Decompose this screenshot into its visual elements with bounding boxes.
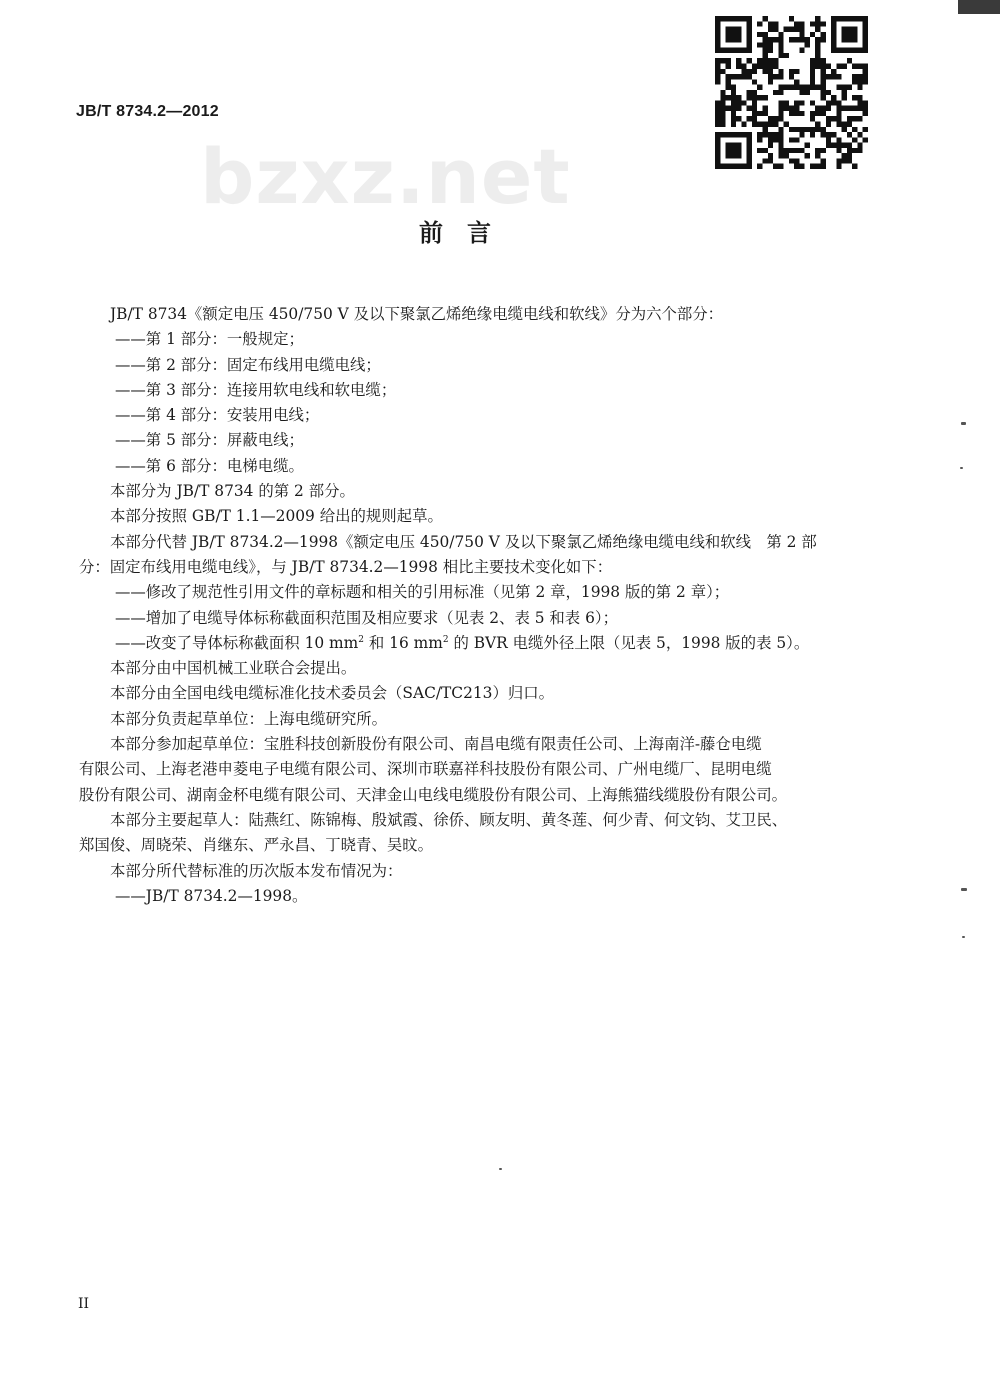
change-text: 和 16 mm <box>363 633 443 652</box>
participants-line: 有限公司、上海老港申菱电子电缆有限公司、深圳市联嘉祥科技股份有限公司、广州电缆厂、昆明电缆 <box>79 760 772 779</box>
participants-line: 本部分参加起草单位：宝胜科技创新股份有限公司、南昌电缆有限责任公司、上海南洋-藤仓电缆 <box>110 735 762 754</box>
qr-code-icon <box>715 16 868 169</box>
history-line: 本部分所代替标准的历次版本发布情况为： <box>110 861 403 880</box>
history-item: ——JB/T 8734.2—1998。 <box>115 886 308 905</box>
drafting-rules-line: 本部分按照 GB/T 1.1—2009 给出的规则起草。 <box>110 507 443 526</box>
part-item: ——第 6 部分：电梯电缆。 <box>115 456 304 475</box>
change-text: ——改变了导体标称截面积 10 mm <box>115 633 359 652</box>
drafters-line: 郑国俊、周晓荣、肖继东、严永昌、丁晓青、吴旼。 <box>79 836 433 855</box>
change-item: ——增加了电缆导体标称截面积范围及相应要求（见表 2、表 5 和表 6）； <box>115 608 618 627</box>
scan-speck <box>961 888 967 891</box>
under-line: 本部分由全国电线电缆标准化技术委员会（SAC/TC213）归口。 <box>110 684 555 703</box>
standard-number: JB/T 8734.2—2012 <box>76 103 219 120</box>
this-part-line: 本部分为 JB/T 8734 的第 2 部分。 <box>110 482 355 501</box>
replacement-line-1: 本部分代替 JB/T 8734.2—1998《额定电压 450/750 V 及以下聚氯乙烯绝缘电缆电线和软线 第 2 部 <box>110 532 817 551</box>
part-item: ——第 3 部分：连接用软电线和软电缆； <box>115 380 397 399</box>
page-title: 前言 <box>419 219 515 247</box>
superscript: 2 <box>358 634 364 645</box>
part-item: ——第 1 部分：一般规定； <box>115 330 304 349</box>
watermark: bzxz.net <box>200 132 571 221</box>
drafting-unit-line: 本部分负责起草单位：上海电缆研究所。 <box>110 709 388 728</box>
corner-mark <box>958 0 1000 14</box>
foreword-body <box>79 302 857 909</box>
scan-speck <box>962 936 965 938</box>
part-item: ——第 2 部分：固定布线用电缆电线； <box>115 355 381 374</box>
part-item: ——第 4 部分：安装用电线； <box>115 406 320 425</box>
participants-line: 股份有限公司、湖南金杯电缆有限公司、天津金山电线电缆股份有限公司、上海熊猫线缆股份有限公司。 <box>79 785 787 804</box>
intro-line: JB/T 8734《额定电压 450/750 V 及以下聚氯乙烯绝缘电缆电线和软线》分为六个部分： <box>110 305 724 323</box>
scan-speck <box>961 422 966 425</box>
part-item: ——第 5 部分：屏蔽电线； <box>115 431 304 450</box>
change-text: 的 BVR 电缆外径上限（见表 5，1998 版的表 5）。 <box>448 633 810 652</box>
superscript: 2 <box>442 634 449 645</box>
scan-speck <box>499 1168 502 1170</box>
drafters-line: 本部分主要起草人：陆燕红、陈锦梅、殷斌霞、徐侨、顾友明、黄冬莲、何少青、何文钧、艾卫民、 <box>110 810 788 829</box>
change-item <box>79 631 857 656</box>
replacement-line-2: 分：固定布线用电缆电线》，与 JB/T 8734.2—1998 相比主要技术变化如下： <box>79 557 613 576</box>
change-item: ——修改了规范性引用文件的章标题和相关的引用标准（见第 2 章，1998 版的第 2 章）； <box>115 583 730 602</box>
page-number: II <box>78 1296 90 1312</box>
proposed-by-line: 本部分由中国机械工业联合会提出。 <box>110 659 357 678</box>
scan-speck <box>960 467 963 469</box>
